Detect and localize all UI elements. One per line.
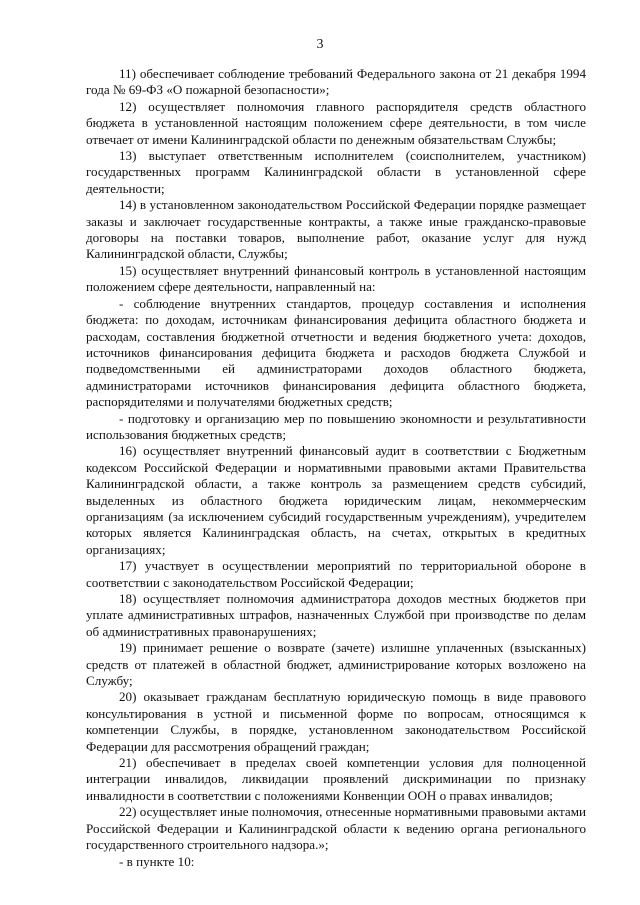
paragraph-item-14: 14) в установленном законодательством Российской Федерации порядке размещает заказы и заключает государственные контракты, а также иные гражданско-правовые договоры на поставки товаров, выполнение работ, оказание услуг для нужд Калининградской области, Службы;	[86, 197, 586, 262]
document-body	[86, 66, 586, 870]
paragraph-item-21: 21) обеспечивает в пределах своей компетенции условия для полноценной интеграции инвалидов, ликвидации проявлений дискриминации по признаку инвалидности в соответствии с положениями Конвенции ООН о правах инвалидов;	[86, 755, 586, 803]
paragraph-item-15: 15) осуществляет внутренний финансовый контроль в установленной настоящим положением сфере деятельности, направленный на:	[86, 262, 586, 295]
paragraph-subitem-budget-standards: - соблюдение внутренних стандартов, процедур составления и исполнения бюджета: по доходам, источникам финансирования дефицита областного бюджета и расходам, составления бюджетной отчетности и ведения бюджетного учета: доходов, источников финансирования дефицита бюджета и расходов бюджета Службой и подведомственными ей администраторами доходов областного бюджета, администраторами источников финансирования дефицита областного бюджета, распорядителями и получателями бюджетных средств;	[86, 295, 586, 410]
paragraph-subitem-efficiency-measures: - подготовку и организацию мер по повышению экономности и результативности использования бюджетных средств;	[86, 410, 586, 442]
page-number: 3	[316, 37, 324, 52]
paragraph-item-22: 22) осуществляет иные полномочия, отнесенные нормативными правовыми актами Российской Федерации и Калининградской области к ведению органа регионального государственного строительного надзора.»;	[86, 804, 587, 853]
paragraph-item-13: 13) выступает ответственным исполнителем (соисполнителем, участником) государственных программ Калининградской области в установленной сфере деятельности;	[86, 148, 586, 196]
paragraph-item-12: 12) осуществляет полномочия главного распорядителя средств областного бюджета в установленной настоящим положением сфере деятельности, в том числе отвечает от имени Калининградской области по денежным обязательствам Службы;	[86, 98, 586, 147]
paragraph-item-16: 16) осуществляет внутренний финансовый аудит в соответствии с Бюджетным кодексом Российской Федерации и нормативными правовыми актами Правительства Калининградской области, а также контроль за размещением средств субсидий, выделенных из областного бюджета юридическим лицам, некоммерческим организациям (за исключением субсидий государственным учреждениям), учредителем которых является Калининградская область, на счетах, открытых в кредитных организациях;	[86, 443, 586, 557]
paragraph-item-17: 17) участвует в осуществлении мероприятий по территориальной обороне в соответствии с законодательством Российской Федерации;	[86, 558, 586, 590]
paragraph-item-19: 19) принимает решение о возврате (зачете) излишне уплаченных (взысканных) средств от платежей в областной бюджет, администрирование которых возложено на Службу;	[86, 640, 586, 689]
paragraph-item-20: 20) оказывает гражданам бесплатную юридическую помощь в виде правового консультирования в устной и письменной форме по вопросам, относящимся к компетенции Службы, в порядке, установленном законодательством Российской Федерации для рассмотрения обращений граждан;	[86, 689, 586, 754]
paragraph-item-11: 11) обеспечивает соблюдение требований Федерального закона от 21 декабря 1994 года № 69-ФЗ «О пожарной безопасности»;	[86, 66, 586, 98]
paragraph-point-10-intro: - в пункте 10:	[119, 853, 195, 869]
paragraph-item-18: 18) осуществляет полномочия администратора доходов местных бюджетов при уплате административных штрафов, назначенных Службой при производстве по делам об административных правонарушениях;	[86, 591, 586, 639]
